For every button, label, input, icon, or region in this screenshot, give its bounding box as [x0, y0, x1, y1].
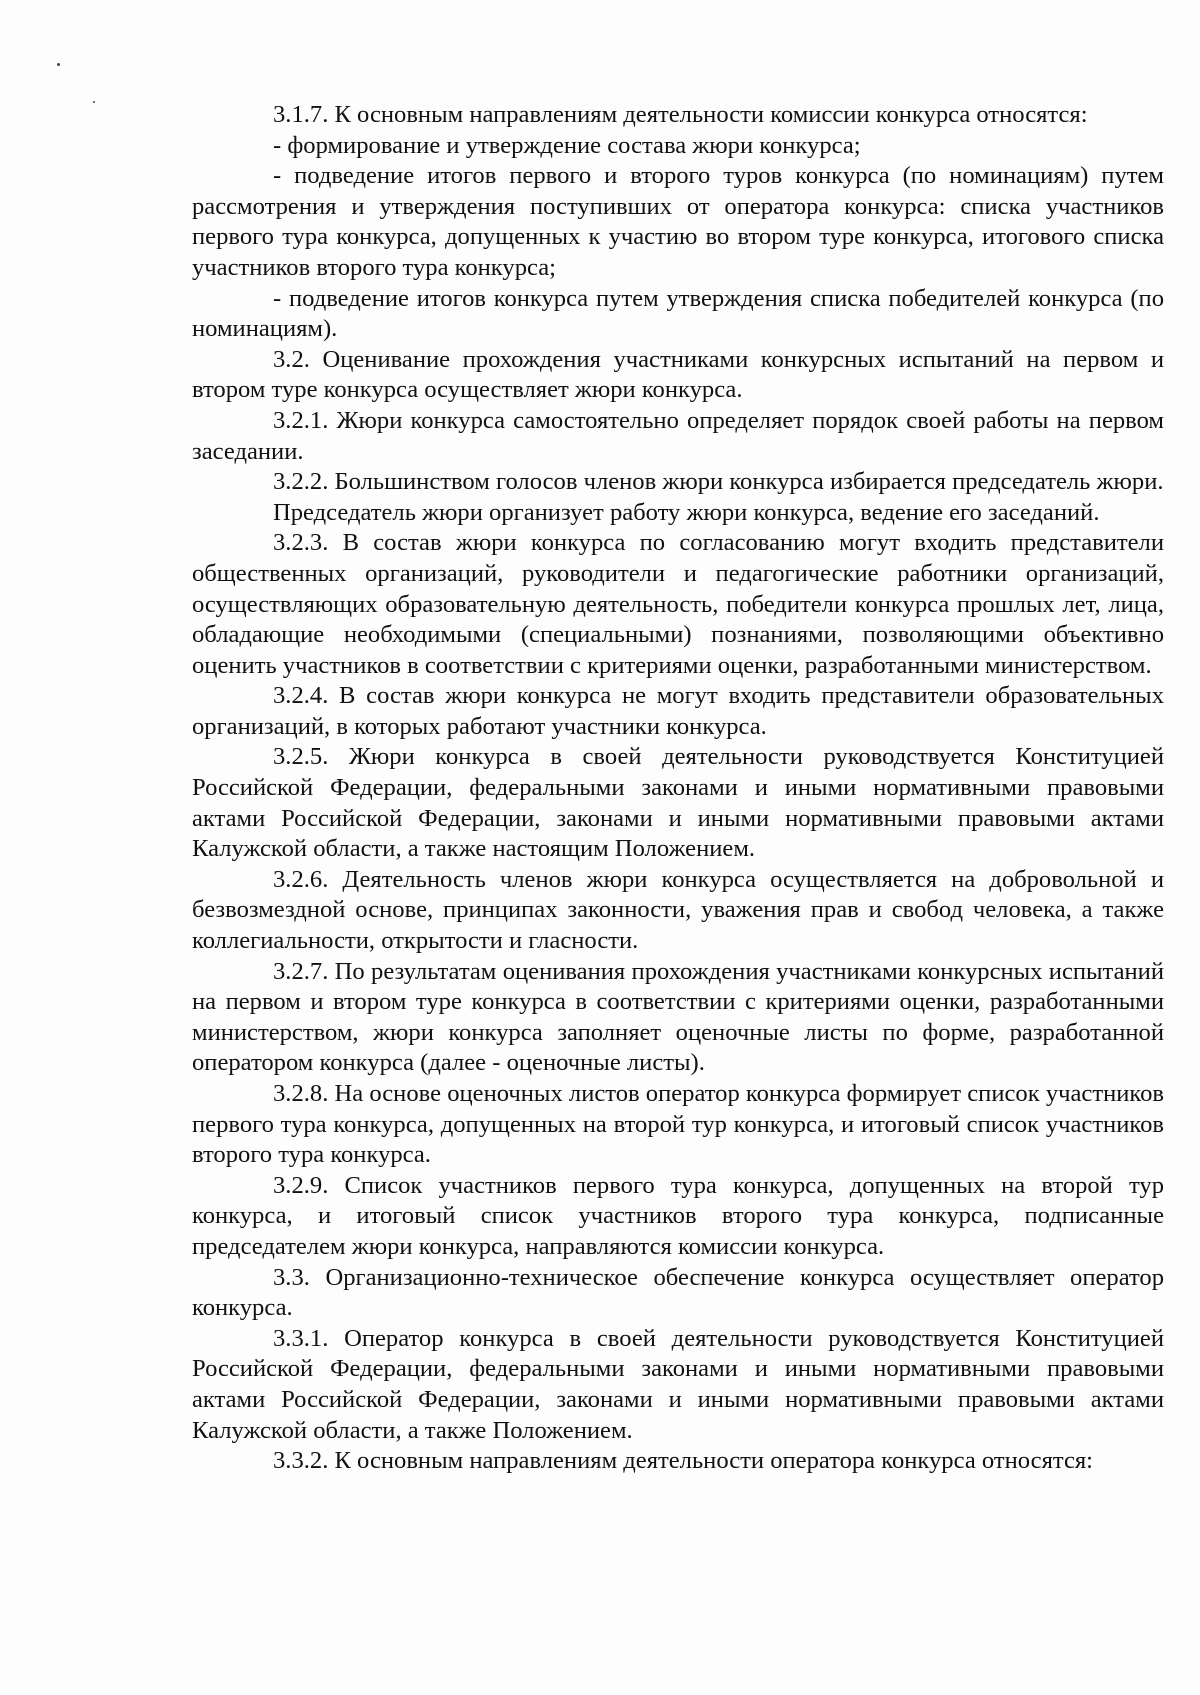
paragraph-3-2-1: 3.2.1. Жюри конкурса самостоятельно определяет порядок своей работы на первом заседании. — [192, 406, 1164, 465]
paragraph-3-2-9: 3.2.9. Список участников первого тура конкурса, допущенных на второй тур конкурса, и итоговый список участников второго тура конкурса, подписанные председателем жюри конкурса, направляются комиссии конкурса. — [192, 1171, 1164, 1260]
paragraph-jury-chairman: Председатель жюри организует работу жюри конкурса, ведение его заседаний. — [273, 498, 1100, 526]
paragraph-3-2-6: 3.2.6. Деятельность членов жюри конкурса осуществляется на добровольной и безвозмездной основе, принципах законности, уважения прав и свобод человека, а также коллегиальности, открытости и гласности. — [192, 865, 1164, 955]
paragraph-tour-results: - подведение итогов первого и второго туров конкурса (по номинациям) путем рассмотрения и утверждения поступивших от оператора конкурса: списка участников первого тура конкурса, допущенных к участию во втором туре конкурса, итогового списка участников второго тура конкурса; — [192, 162, 1164, 281]
scan-speck — [57, 63, 60, 66]
paragraph-3-3-2: 3.3.2. К основным направлениям деятельности оператора конкурса относятся: — [273, 1447, 1094, 1475]
paragraph-3-2-5: 3.2.5. Жюри конкурса в своей деятельности руководствуется Конституцией Российской Федерации, федеральными законами и иными нормативными правовыми актами Российской Федерации, законами и иными нормативными правовыми актами Калужской области, а также настоящим Положением. — [192, 743, 1164, 863]
paragraph-jury-formation: - формирование и утверждение состава жюри конкурса; — [273, 131, 861, 159]
paragraph-3-2-8: 3.2.8. На основе оценочных листов оператор конкурса формирует список участников первого тура конкурса, допущенных на второй тур конкурса, и итоговый список участников второго тура конкурса. — [192, 1080, 1164, 1169]
paragraph-3-3: 3.3. Организационно-техническое обеспечение конкурса осуществляет оператор конкурса. — [192, 1263, 1164, 1322]
paragraph-contest-results: - подведение итогов конкурса путем утверждения списка победителей конкурса (по номинациям). — [192, 284, 1164, 343]
paragraph-3-2-2: 3.2.2. Большинством голосов членов жюри конкурса избирается председатель жюри. — [273, 468, 1164, 496]
paragraph-3-2-4: 3.2.4. В состав жюри конкурса не могут входить представители образовательных организаций, в которых работают участники конкурса. — [192, 682, 1164, 740]
paragraph-3-2: 3.2. Оценивание прохождения участниками конкурсных испытаний на первом и втором туре конкурса осуществляет жюри конкурса. — [192, 345, 1164, 404]
paragraph-3-2-7: 3.2.7. По результатам оценивания прохождения участниками конкурсных испытаний на первом и втором туре конкурса в соответствии с критериями оценки, разработанными министерством, жюри конкурса заполняет оценочные листы по форме, разработанной оператором конкурса (далее - оценочные листы). — [192, 957, 1164, 1077]
paragraph-3-2-3: 3.2.3. В состав жюри конкурса по согласованию могут входить представители общественных организаций, руководители и педагогические работники организаций, осуществляющих образовательную деятельность, победители конкурса прошлых лет, лица, обладающие необходимыми (специальными) познаниями, позволяющими объективно оценить участников в соответствии с критериями оценки, разработанными министерством. — [192, 529, 1164, 679]
paragraph-3-3-1: 3.3.1. Оператор конкурса в своей деятельности руководствуется Конституцией Российской Федерации, федеральными законами и иными нормативными правовыми актами Российской Федерации, законами и иными нормативными правовыми актами Калужской области, а также Положением. — [192, 1324, 1164, 1444]
document-body — [192, 100, 1164, 1477]
paragraph-3-1-7: 3.1.7. К основным направлениям деятельности комиссии конкурса относятся: — [273, 101, 1088, 128]
scan-speck — [93, 101, 95, 103]
